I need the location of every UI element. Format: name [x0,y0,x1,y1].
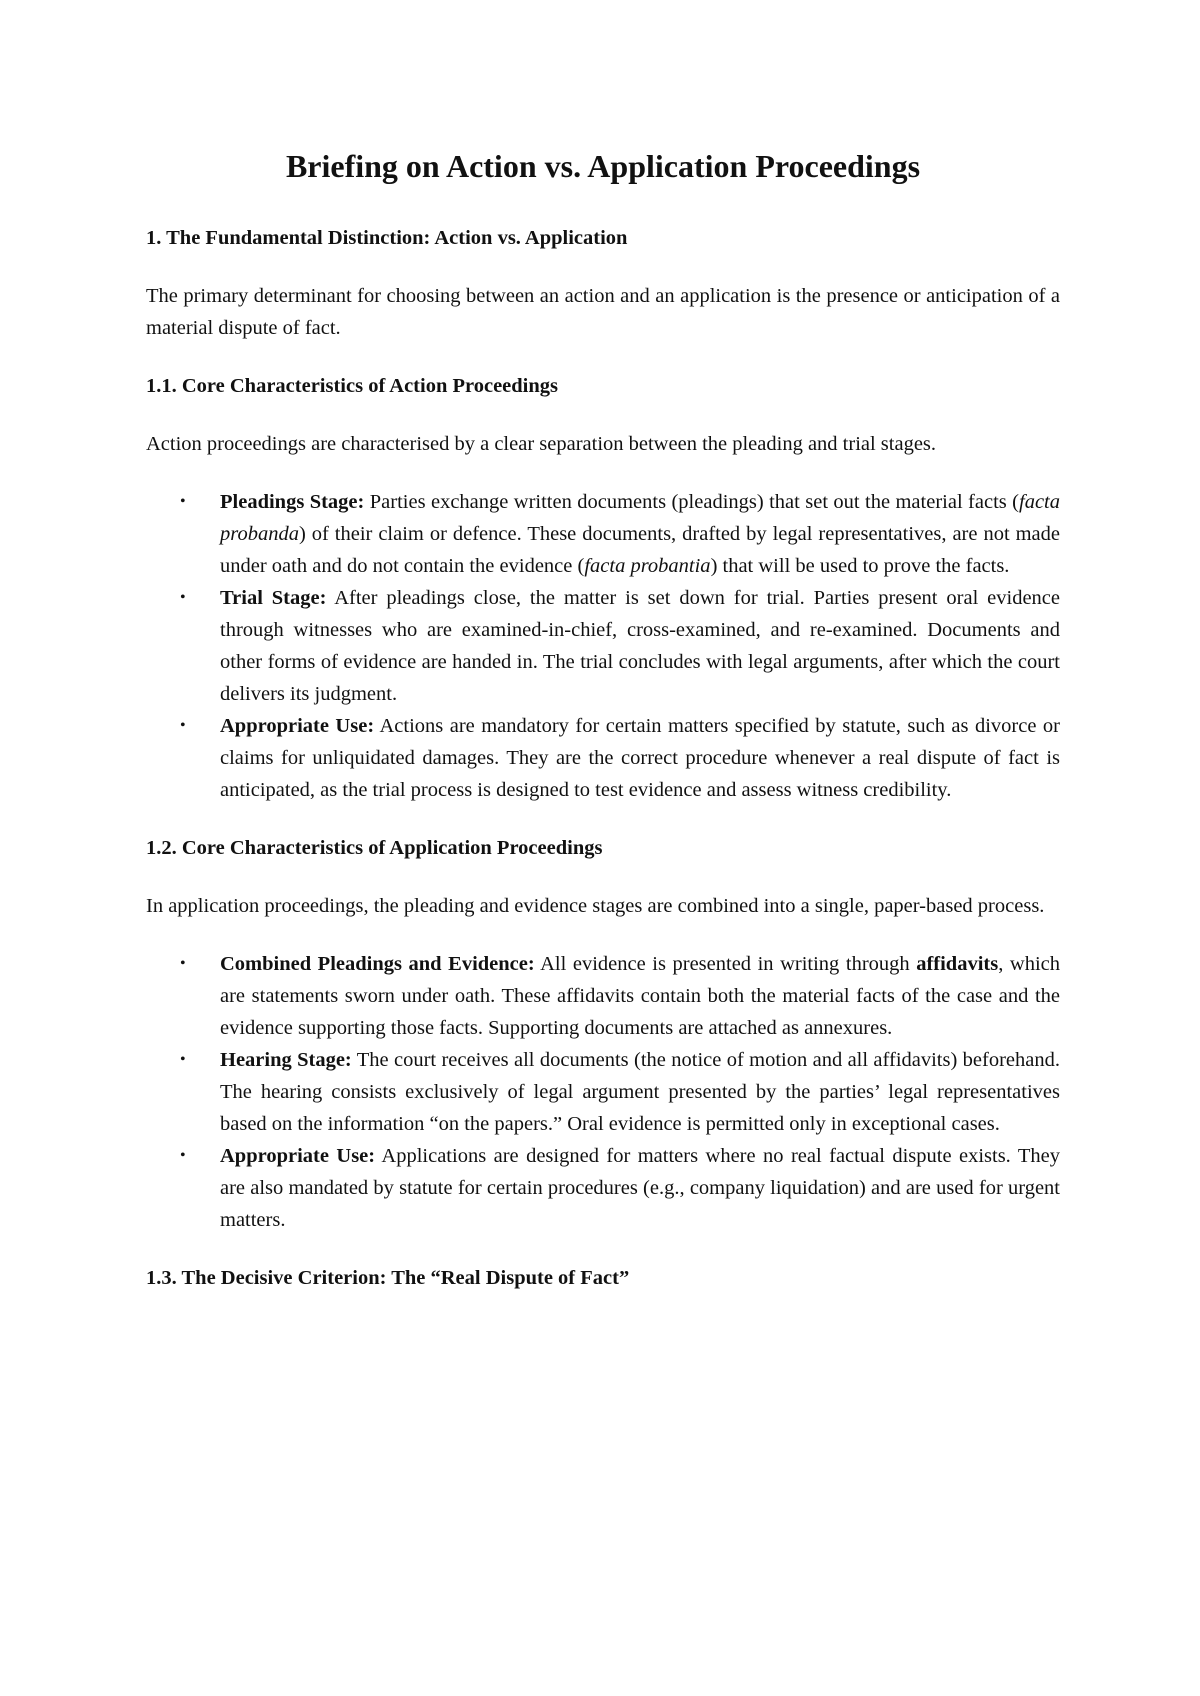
bullet-label: Hearing Stage: [220,1049,352,1071]
bullet-text: ) that will be used to prove the facts. [710,555,1010,577]
bullet-text: After pleadings close, the matter is set down for trial. Parties present oral evidence through witnesses who are examined-in-chief, cross-examined, and re-examined. Documents and other forms of evidence are handed in. The trial concludes with legal arguments, after which the court delivers its judgment. [220,587,1060,705]
bullet-icon: • [180,955,186,972]
bullet-text: All evidence is presented in writing through [534,953,917,975]
section-1-1-paragraph: Action proceedings are characterised by a clear separation between the pleading and trial stages. [146,433,937,455]
section-1-3-heading: 1.3. The Decisive Criterion: The “Real Dispute of Fact” [146,1267,630,1289]
bullet-label: Combined Pleadings and Evidence: [220,953,535,975]
latin-term: facta probanda [220,491,1060,545]
bullet-icon: • [180,717,186,734]
bold-term: affidavits [916,953,999,975]
page-title: Briefing on Action vs. Application Proceedings [285,148,921,184]
section-1-2-heading: 1.2. Core Characteristics of Application Proceedings [146,837,603,859]
bullet-icon: • [180,493,186,510]
bullet-icon: • [180,1051,186,1068]
bullet-text: ) of their claim or defence. These documents, drafted by legal representatives, are not made under oath and do not contain the evidence ( [220,523,1060,577]
bullet-label: Appropriate Use: [220,1145,376,1167]
section-1-2-paragraph: In application proceedings, the pleading and evidence stages are combined into a single, paper-based process. [146,895,1045,917]
latin-term: facta probantia [584,555,711,577]
section-1-heading: 1. The Fundamental Distinction: Action vs. Application [146,227,628,249]
bullet-text: Parties exchange written documents (pleadings) that set out the material facts ( [364,491,1019,513]
bullet-text: Actions are mandatory for certain matters specified by statute, such as divorce or claims for unliquidated damages. They are the correct procedure whenever a real dispute of fact is anticipated, as the trial process is designed to test evidence and assess witness credibility. [220,715,1060,801]
bullet-label: Appropriate Use: [220,715,375,737]
document-body [146,222,1060,1320]
bullet-text: , which are statements sworn under oath. These affidavits contain both the material facts of the case and the evidence supporting those facts. Supporting documents are attached as annexures. [220,953,1060,1039]
list-item [146,486,1060,582]
bullet-label: Pleadings Stage: [220,491,365,513]
action-characteristics-list [146,486,1060,806]
list-item [146,948,1060,1044]
list-item [146,710,1060,806]
list-item [146,1044,1060,1140]
section-1-1-heading: 1.1. Core Characteristics of Action Proceedings [146,375,559,397]
application-characteristics-list [146,948,1060,1236]
bullet-label: Trial Stage: [220,587,327,609]
bullet-text: The court receives all documents (the notice of motion and all affidavits) beforehand. The hearing consists exclusively of legal argument presented by the parties’ legal representatives based on the information “on the papers.” Oral evidence is permitted only in exceptional cases. [220,1049,1060,1135]
bullet-icon: • [180,1147,186,1164]
list-item [146,1140,1060,1236]
bullet-text: Applications are designed for matters where no real factual dispute exists. They are also mandated by statute for certain procedures (e.g., company liquidation) and are used for urgent matters. [220,1145,1060,1231]
bullet-icon: • [180,589,186,606]
list-item [146,582,1060,710]
section-1-paragraph: The primary determinant for choosing between an action and an application is the presence or anticipation of a material dispute of fact. [146,285,1060,339]
